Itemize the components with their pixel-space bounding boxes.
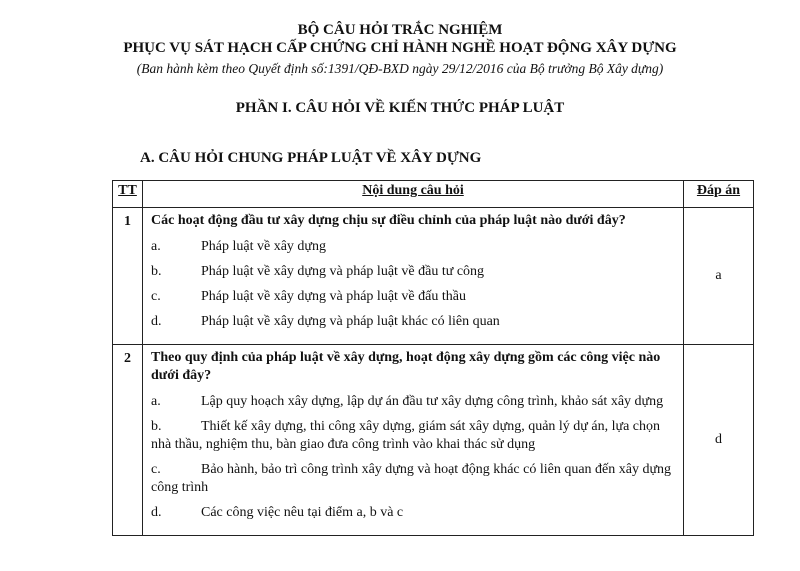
col-header-tt: TT (113, 181, 143, 208)
option-letter: d. (151, 505, 162, 520)
option-text: Pháp luật về xây dựng và pháp luật về đấu thầu (201, 289, 466, 304)
option-d (151, 504, 673, 522)
answer-cell: a (684, 208, 754, 345)
doc-title: BỘ CÂU HỎI TRẮC NGHIỆM (297, 22, 503, 38)
option-text: Pháp luật về xây dựng và pháp luật về đầu tư công (201, 264, 485, 279)
option-text: Pháp luật về xây dựng (201, 239, 327, 254)
question-table (112, 180, 754, 536)
table-row (113, 208, 754, 345)
option-a (151, 238, 673, 256)
option-letter: b. (151, 264, 162, 279)
option-c (151, 288, 673, 306)
table-row (113, 345, 754, 536)
part-heading: PHẦN I. CÂU HỎI VỀ KIẾN THỨC PHÁP LUẬT (235, 100, 565, 116)
table-header-row (113, 181, 754, 208)
option-d (151, 313, 673, 331)
option-b (151, 263, 673, 281)
doc-subtitle: (Ban hành kèm theo Quyết định số:1391/QĐ-BXD ngày 29/12/2016 của Bộ trưởng Bộ Xây dựng) (136, 61, 664, 76)
option-letter: b. (151, 419, 162, 434)
option-text: Các công việc nêu tại điểm a, b và c (201, 505, 404, 520)
option-text: Thiết kế xây dựng, thi công xây dựng, giám sát xây dựng, quản lý dự án, lựa chọn nhà thầu, nghiệm thu, bàn giao đưa công trình vào khai thác sử dụng (151, 419, 661, 452)
doc-title-line2: PHỤC VỤ SÁT HẠCH CẤP CHỨNG CHỈ HÀNH NGHỀ HOẠT ĐỘNG XÂY DỰNG (123, 40, 677, 56)
option-b (151, 418, 673, 454)
option-c (151, 461, 673, 497)
question-content (143, 345, 684, 536)
option-letter: d. (151, 314, 162, 329)
option-text: Lập quy hoạch xây dựng, lập dự án đầu tư xây dựng công trình, khảo sát xây dựng (201, 394, 664, 409)
option-text: Pháp luật về xây dựng và pháp luật khác có liên quan (201, 314, 500, 329)
option-text: Bảo hành, bảo trì công trình xây dựng và hoạt động khác có liên quan đến xây dựng công trình (151, 462, 672, 495)
option-letter: c. (151, 289, 161, 304)
option-a (151, 393, 673, 411)
question-content (143, 208, 684, 345)
question-text: Theo quy định của pháp luật về xây dựng, hoạt động xây dựng gồm các công việc nào dưới đây? (151, 350, 661, 383)
col-header-content: Nội dung câu hỏi (143, 181, 684, 208)
option-letter: a. (151, 239, 161, 254)
col-header-answer: Đáp án (684, 181, 754, 208)
question-text: Các hoạt động đầu tư xây dựng chịu sự điều chỉnh của pháp luật nào dưới đây? (151, 213, 626, 228)
question-number: 1 (113, 208, 143, 345)
answer-cell: d (684, 345, 754, 536)
section-heading: A. CÂU HỎI CHUNG PHÁP LUẬT VỀ XÂY DỰNG (140, 150, 482, 166)
option-letter: a. (151, 394, 161, 409)
option-letter: c. (151, 462, 161, 477)
question-number: 2 (113, 345, 143, 536)
